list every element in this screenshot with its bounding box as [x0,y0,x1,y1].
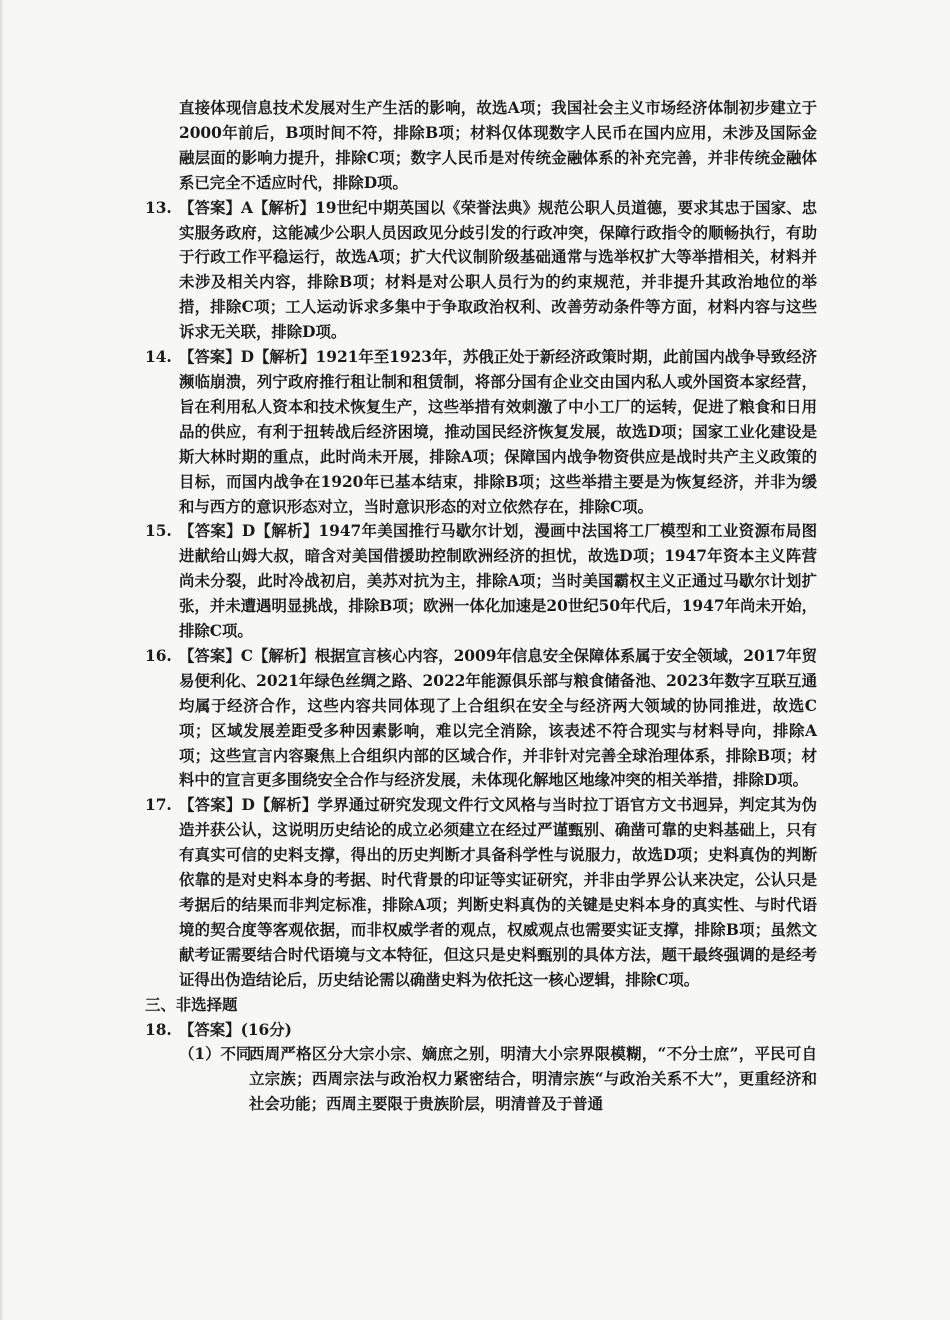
answer-page [145,96,817,1117]
item-number: 14. [145,348,172,367]
answer-item-18 [145,1018,817,1043]
answer-item-17 [145,793,817,992]
item-head: 【答案】(16分) [179,1020,292,1039]
continuation-paragraph: 直接体现信息技术发展对生产生活的影响，故选A项；我国社会主义市场经济体制初步建立于2000年前后，B项时间不符，排除B项；材料仅体现数字人民币在国内应用，未涉及国际金融层面的影响力提升，排除C项；数字人民币是对传统金融体系的补充完善，并非传统金融体系已完全不适应时代，排除D项。 [179,99,817,192]
item-text: 【答案】D【解析】1921年至1923年，苏俄正处于新经济政策时期，此前国内战争导致经济濒临崩溃，列宁政府推行租让制和租赁制，将部分国有企业交由国内私人或外国资本家经营，旨在利用私人资本和技术恢复生产，这些举措有效刺激了中小工厂的运转，促进了粮食和日用品的供应，有利于扭转战后经济困境，推动国民经济恢复发展，故选D项；国家工业化建设是斯大林时期的重点，此时尚未开展，排除A项；保障国内战争物资供应是战时共产主义政策的目标，而国内战争在1920年已基本结束，排除B项；这些举措主要是为恢复经济，并非为缓和与西方的意识形态对立，当时意识形态的对立依然存在，排除C项。 [179,348,817,516]
item-number: 17. [145,796,172,815]
answer-item-16 [145,644,817,793]
part-text: 西周严格区分大宗小宗、嫡庶之别，明清大小宗界限模糊，“不分士庶”，平民可自立宗族；西周宗法与政治权力紧密结合，明清宗族“与政治关系不大”，更重经济和社会功能；西周主要限于贵族阶层，明清普及于普通 [249,1045,817,1114]
answer-item-15 [145,519,817,644]
item-number: 15. [145,522,172,541]
item-number: 16. [145,646,172,665]
item-text: 【答案】D【解析】学界通过研究发现文件行文风格与当时拉丁语官方文书迥异，判定其为伪造并获公认，这说明历史结论的成立必须建立在经过严谨甄别、确凿可靠的史料基础上，只有有真实可信的史料支撑，得出的历史判断才具备科学性与说服力，故选D项；史料真伪的判断依靠的是对史料本身的考据、时代背景的印证等实证研究，并非由学界公认来决定，公认只是考据后的结果而非判定标准，排除A项；判断史料真伪的关键是史料本身的真实性、与时代语境的契合度等客观依据，而非权威学者的观点，权威观点也需要实证支撑，排除B项；虽然文献考证需要结合时代语境与文本特征，但这只是史料甄别的具体方法，题干最终强调的是经考证得出伪造结论后，历史结论需以确凿史料为依托这一核心逻辑，排除C项。 [179,796,817,989]
item-text: 【答案】C【解析】根据宣言核心内容，2009年信息安全保障体系属于安全领域，2017年贸易便利化、2021年绿色丝绸之路、2022年能源俱乐部与粮食储备池、2023年数字互联互通均属于经济合作，这些内容共同体现了上合组织在安全与经济两大领域的协同推进，故选C项；区域发展差距受多种因素影响，难以完全消除，该表述不符合现实与材料导向，排除A项；这些宣言内容聚焦上合组织内部的区域合作，并非针对完善全球治理体系，排除B项；材料中的宣言更多围绕安全合作与经济发展，未体现化解地区地缘冲突的相关举措，排除D项。 [179,646,817,790]
item-text: 【答案】A【解析】19世纪中期英国以《荣誉法典》规范公职人员道德，要求其忠于国家、忠实服务政府，这能减少公职人员因政见分歧引发的行政冲突，保障行政指令的顺畅执行，有助于行政工作平稳运行，故选A项；扩大代议制阶级基础通常与选举权扩大等举措相关，材料并未涉及相关内容，排除B项；材料是对公职人员行为的约束规范，并非提升其政治地位的举措，排除C项；工人运动诉求多集中于争取政治权利、改善劳动条件等方面，材料内容与这些诉求无关联，排除D项。 [179,198,817,342]
answer-item-13 [145,196,817,345]
answer-item-14 [145,345,817,519]
answer-18-part-1 [145,1042,817,1117]
part-label: （1）不同： [179,1045,267,1064]
item-text: 【答案】D【解析】1947年美国推行马歇尔计划，漫画中法国将工厂模型和工业资源布局图进献给山姆大叔，暗含对美国借援助控制欧洲经济的担忧，故选D项；1947年资本主义阵营尚未分裂，此时冷战初启，美苏对抗为主，排除A项；当时美国霸权主义正通过马歇尔计划扩张，并未遭遇明显挑战，排除B项；欧洲一体化加速是20世纪50年代后，1947年尚未开始，排除C项。 [179,522,817,641]
item-number: 18. [145,1020,172,1039]
scan-edge [0,0,4,1320]
item-number: 13. [145,198,172,217]
section-heading: 三、非选择题 [145,995,238,1014]
